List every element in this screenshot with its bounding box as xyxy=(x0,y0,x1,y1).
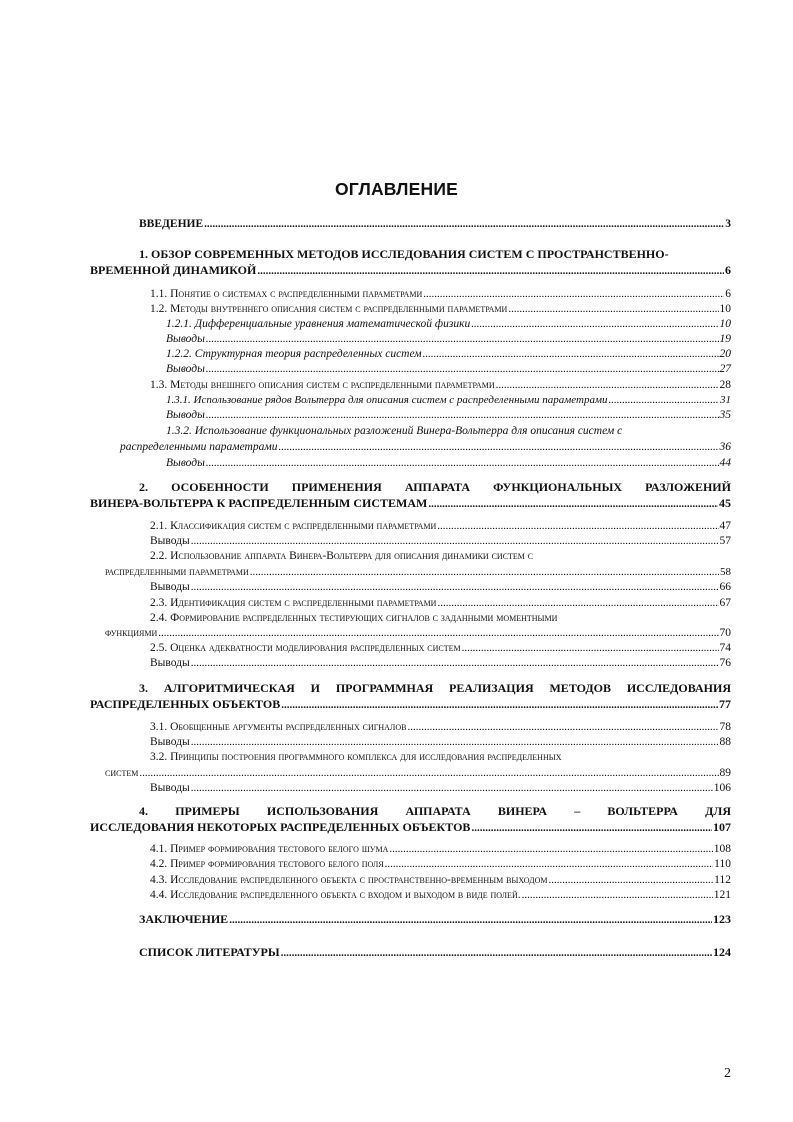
page-title: ОГЛАВЛЕНИЕ xyxy=(334,179,459,199)
dot-leader xyxy=(250,565,719,579)
heading-word: РАЗЛОЖЕНИЙ xyxy=(645,480,731,494)
toc-chapter-4-line1 xyxy=(139,804,731,818)
heading-word: ВИНЕРА xyxy=(497,804,547,818)
toc-chapter-1-line1: 1. ОБЗОР СОВРЕМЕННЫХ МЕТОДОВ ИССЛЕДОВАНИЯ СИСТЕМ С ПРОСТРАНСТВЕННО- xyxy=(139,247,669,261)
toc-label: Выводы xyxy=(150,736,190,748)
toc-label: 4.4. Исследование распределенного объекта с входом и выходом в виде полей. xyxy=(150,889,521,901)
toc-page: 3 xyxy=(725,218,731,230)
heading-word: И xyxy=(310,681,320,695)
dot-leader xyxy=(158,626,718,640)
heading-word: – xyxy=(574,804,581,818)
toc-entry-1-2-1-conclusions xyxy=(166,332,731,346)
toc-label: ВВЕДЕНИЕ xyxy=(139,218,204,230)
toc-page: 124 xyxy=(713,945,731,959)
toc-label: 1.2.2. Структурная теория распределенных систем xyxy=(166,348,422,360)
toc-page: 47 xyxy=(719,520,731,532)
toc-label: 4.1. Пример формирования тестового белого шума xyxy=(150,843,389,855)
toc-label: СПИСОК ЛИТЕРАТУРЫ xyxy=(139,945,280,959)
toc-label: Выводы xyxy=(150,581,190,593)
toc-label: 1.2.1. Дифференциальные уравнения математической физики xyxy=(166,318,471,330)
toc-page: 10 xyxy=(719,318,731,330)
dot-leader xyxy=(191,781,713,795)
toc-label: 2.1. Классификация систем с распределенными параметрами xyxy=(150,520,437,532)
heading-word: 3. xyxy=(139,681,148,695)
toc-entry-3-2-conclusions xyxy=(150,781,731,795)
heading-word: АППАРАТА xyxy=(404,480,471,494)
dot-leader xyxy=(423,347,719,361)
toc-entry-2-5-conclusions xyxy=(150,656,731,670)
toc-page: 10 xyxy=(719,303,731,315)
toc-entry-2-5 xyxy=(150,641,731,655)
toc-entry-1-2-2-conclusions xyxy=(166,362,731,376)
toc-entry-1-3-2 xyxy=(120,440,731,454)
dot-leader xyxy=(437,519,718,533)
toc-page: 6 xyxy=(725,288,731,300)
toc-entry-4-4 xyxy=(150,888,731,902)
toc-chapter-2 xyxy=(90,496,731,511)
toc-page: 6 xyxy=(725,263,731,277)
toc-entry-1-3-1-conclusions xyxy=(166,408,731,422)
toc-entry-2-1-conclusions xyxy=(150,534,731,548)
heading-word: ИСПОЛЬЗОВАНИЯ xyxy=(266,804,379,818)
dot-leader xyxy=(229,913,712,927)
toc-entry-1-2 xyxy=(150,302,731,316)
toc-page: 89 xyxy=(719,767,731,779)
toc-entry-references xyxy=(139,945,731,960)
toc-entry-2-4-line1: 2.4. Формирование распределенных тестирующих сигналов с заданными моментными xyxy=(150,612,558,624)
dot-leader xyxy=(496,378,719,392)
toc-chapter-4 xyxy=(90,820,731,835)
toc-chapter-3-line1 xyxy=(139,681,731,695)
toc-page: 70 xyxy=(719,627,731,639)
toc-entry-conclusion xyxy=(139,912,731,927)
dot-leader xyxy=(281,698,718,712)
toc-label: ВИНЕРА-ВОЛЬТЕРРА К РАСПРЕДЕЛЕННЫМ СИСТЕМАМ xyxy=(90,496,428,510)
heading-word: ИССЛЕДОВАНИЯ xyxy=(626,681,731,695)
toc-label: ИССЛЕДОВАНИЯ НЕКОТОРЫХ РАСПРЕДЕЛЕННЫХ ОБЪЕКТОВ xyxy=(90,820,471,834)
dot-leader xyxy=(437,596,718,610)
toc-page: 66 xyxy=(719,581,731,593)
toc-page: 35 xyxy=(719,409,731,421)
dot-leader xyxy=(389,842,712,856)
toc-label: 3.1. Обобщенные аргументы распределенных сигналов xyxy=(150,721,407,733)
dot-leader xyxy=(609,393,720,407)
toc-label: распределенными параметрами xyxy=(105,566,249,578)
toc-page: 45 xyxy=(719,496,731,510)
toc-page: 44 xyxy=(719,457,731,469)
heading-word: ВОЛЬТЕРРА xyxy=(607,804,678,818)
heading-word: АЛГОРИТМИЧЕСКАЯ xyxy=(163,681,295,695)
toc-label: систем xyxy=(105,767,139,779)
dot-leader xyxy=(206,362,719,376)
toc-label: Выводы xyxy=(166,409,205,421)
toc-label: Выводы xyxy=(166,363,205,375)
dot-leader xyxy=(471,317,718,331)
toc-label: ЗАКЛЮЧЕНИЕ xyxy=(139,912,229,926)
toc-entry-2-2 xyxy=(105,565,731,579)
dot-leader xyxy=(281,946,712,960)
toc-page: 121 xyxy=(713,889,731,901)
toc-page: 28 xyxy=(719,379,731,391)
dot-leader xyxy=(139,766,718,780)
heading-word: ОСОБЕННОСТИ xyxy=(171,480,269,494)
dot-leader xyxy=(549,873,714,887)
toc-chapter-2-line1 xyxy=(139,480,731,494)
toc-page: 108 xyxy=(713,843,731,855)
toc-entry-intro xyxy=(139,217,731,231)
toc-entry-1-3-2-conclusions xyxy=(166,456,731,470)
dot-leader xyxy=(191,735,719,749)
toc-page: 112 xyxy=(714,874,731,886)
dot-leader xyxy=(191,580,719,594)
toc-chapter-3 xyxy=(90,697,731,712)
toc-label: Выводы xyxy=(150,657,190,669)
toc-page: 20 xyxy=(719,348,731,360)
dot-leader xyxy=(428,497,718,511)
toc-entry-1-1 xyxy=(150,287,731,301)
dot-leader xyxy=(385,857,714,871)
toc-label: Выводы xyxy=(150,782,190,794)
toc-label: 2.5. Оценка адекватности моделирования распределенных систем xyxy=(150,642,461,654)
toc-label: 1.2. Методы внутреннего описания систем с распределенными параметрами xyxy=(150,303,508,315)
toc-entry-3-2 xyxy=(105,766,731,780)
toc-entry-4-1 xyxy=(150,842,731,856)
toc-entry-3-1-conclusions xyxy=(150,735,731,749)
toc-entry-2-1 xyxy=(150,519,731,533)
toc-label: функциями xyxy=(105,627,158,639)
dot-leader xyxy=(407,720,718,734)
dot-leader xyxy=(471,821,712,835)
toc-label: Выводы xyxy=(166,457,205,469)
toc-page: 123 xyxy=(713,912,731,926)
toc-entry-3-1 xyxy=(150,720,731,734)
toc-entry-2-2-line1: 2.2. Использование аппарата Винера-Вольтерра для описания динамики систем с xyxy=(150,550,534,562)
toc-entry-1-3 xyxy=(150,378,731,392)
heading-word: 2. xyxy=(139,480,148,494)
toc-entry-1-2-2 xyxy=(166,347,731,361)
heading-word: ПРИМЕРЫ xyxy=(175,804,240,818)
toc-label: Выводы xyxy=(150,535,190,547)
toc-entry-1-3-1 xyxy=(166,393,731,407)
toc-label: 1.3. Методы внешнего описания систем с распределенными параметрами xyxy=(150,379,495,391)
toc-page: 77 xyxy=(719,697,731,711)
dot-leader xyxy=(257,264,724,278)
toc-label: распределенными параметрами xyxy=(120,441,278,453)
toc-page: 76 xyxy=(719,657,731,669)
toc-page: 58 xyxy=(720,566,731,578)
heading-word: ПРОГРАММНАЯ xyxy=(335,681,434,695)
toc-page: 110 xyxy=(714,858,731,870)
toc-entry-1-3-2-line1: 1.3.2. Использование функциональных разложений Винера-Вольтерра для описания систем с xyxy=(166,425,623,437)
heading-word: ДЛЯ xyxy=(705,804,731,818)
toc-entry-4-2 xyxy=(150,857,731,871)
toc-page: 27 xyxy=(719,363,731,375)
dot-leader xyxy=(522,888,713,902)
toc-page: 107 xyxy=(713,820,731,834)
dot-leader xyxy=(191,656,719,670)
dot-leader xyxy=(278,440,718,454)
toc-entry-2-4 xyxy=(105,626,731,640)
toc-page: 74 xyxy=(719,642,731,654)
toc-label: 1.1. Понятие о системах с распределенными параметрами xyxy=(150,288,423,300)
toc-page: 67 xyxy=(719,597,731,609)
toc-label: 4.3. Исследование распределенного объекта с пространственно-временным выходом xyxy=(150,874,548,886)
toc-page: 36 xyxy=(719,441,731,453)
toc-label: Выводы xyxy=(166,333,205,345)
dot-leader xyxy=(423,287,724,301)
heading-word: 4. xyxy=(139,804,148,818)
heading-word: ПРИМЕНЕНИЯ xyxy=(291,480,382,494)
toc-chapter-1 xyxy=(90,263,731,278)
toc-label: 2.3. Идентификация систем с распределенными параметрами xyxy=(150,597,437,609)
toc-entry-4-3 xyxy=(150,873,731,887)
heading-word: МЕТОДОВ xyxy=(549,681,611,695)
dot-leader xyxy=(191,534,719,548)
heading-word: РЕАЛИЗАЦИЯ xyxy=(449,681,534,695)
page-number: 2 xyxy=(724,1066,731,1081)
toc-page: 31 xyxy=(720,394,731,406)
toc-entry-3-2-line1: 3.2. Принципы построения программного комплекса для исследования распределенных xyxy=(150,751,562,763)
toc-page: 78 xyxy=(719,721,731,733)
toc-entry-1-2-1 xyxy=(166,317,731,331)
dot-leader xyxy=(206,332,719,346)
dot-leader xyxy=(462,641,719,655)
toc-label: ВРЕМЕННОЙ ДИНАМИКОЙ xyxy=(90,263,257,277)
toc-label: 4.2. Пример формирования тестового белого поля xyxy=(150,858,384,870)
dot-leader xyxy=(206,456,719,470)
heading-word: АППАРАТА xyxy=(405,804,471,818)
dot-leader xyxy=(508,302,718,316)
toc-entry-2-3 xyxy=(150,596,731,610)
dot-leader xyxy=(204,217,724,231)
toc-label: РАСПРЕДЕЛЕННЫХ ОБЪЕКТОВ xyxy=(90,697,281,711)
toc-page: 19 xyxy=(719,333,731,345)
heading-word: ФУНКЦИОНАЛЬНЫХ xyxy=(493,480,623,494)
dot-leader xyxy=(206,408,719,422)
toc-page: 57 xyxy=(719,535,731,547)
toc-page: 88 xyxy=(719,736,731,748)
toc-entry-2-2-conclusions xyxy=(150,580,731,594)
toc-label: 1.3.1. Использование рядов Вольтерра для описания систем с распределенными параметрами xyxy=(166,394,608,406)
toc-page: 106 xyxy=(713,782,731,794)
